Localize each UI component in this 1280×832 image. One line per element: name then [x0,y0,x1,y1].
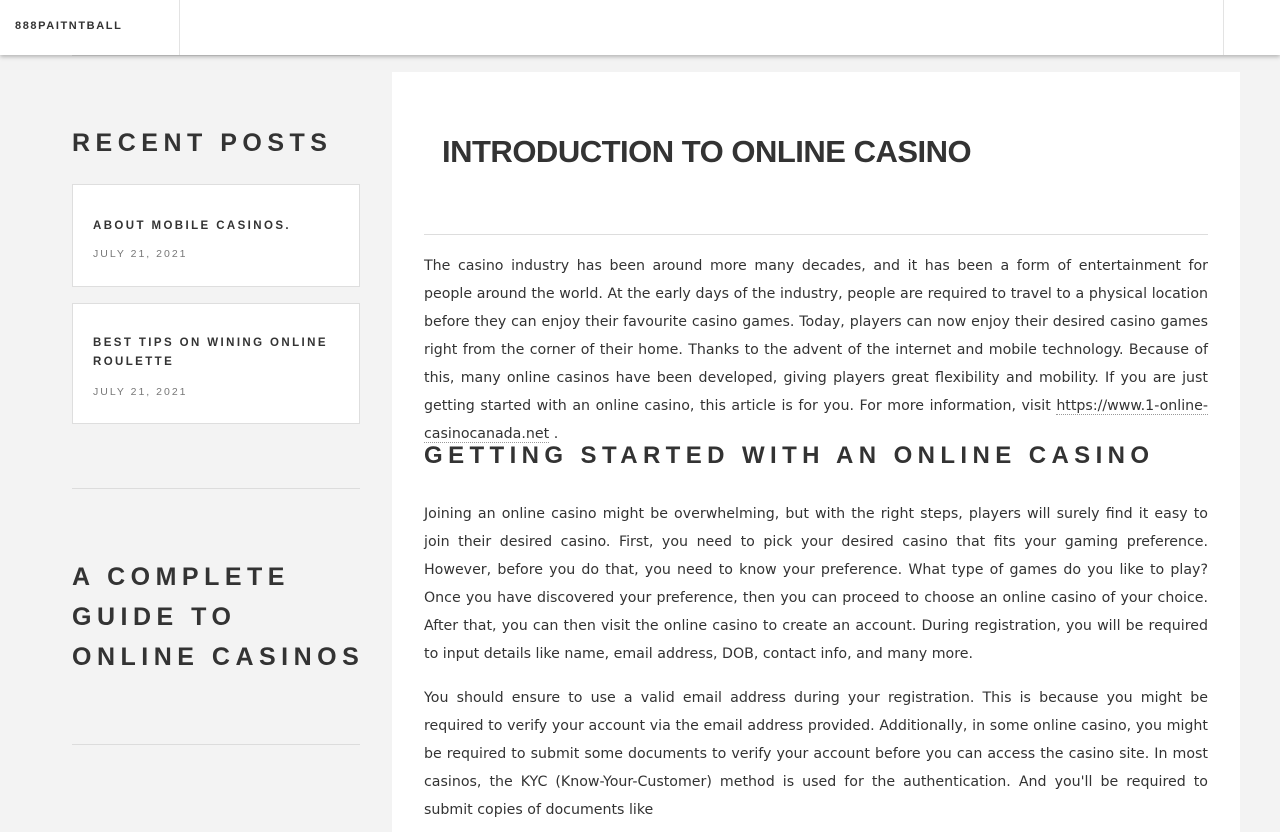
intro-text: The casino industry has been around more many decades, and it has been a form of entertainment for people around the world. At the early days of the industry, people are required to travel to a physical location before they can enjoy their favourite casino games. Today, players can now enjoy their desired casino games right from the corner of their home. Thanks to the advent of the internet and mobile technology. Because of this, many online casinos have been developed, giving players great flexibility and mobility. If you are just getting started with an online casino, this article is for you. For more information, visit [424,258,1208,414]
brand-cell [0,0,180,55]
paragraph: You should ensure to use a valid email address during your registration. This is because you might be required to verify your account via the email address provided. Additionally, in some online casino, you might be required to submit some documents to verify your account before you can access the casino site. In most casinos, the KYC (Know-Your-Customer) method is used for the authentication. And you'll be required to submit copies of documents like [424,690,1208,818]
title-divider [424,234,1208,235]
recent-post-date: JULY 21, 2021 [93,248,188,260]
intro-end: . [549,426,559,442]
recent-post-title[interactable]: ABOUT MOBILE CASINOS. [93,220,291,232]
sidebar-top-divider [72,55,360,56]
recent-post-title[interactable]: BEST TIPS ON WINING ONLINE ROULETTE [93,337,328,368]
guide-heading: A COMPLETE GUIDE TO ONLINE CASINOS [72,563,365,671]
recent-post-card[interactable] [72,303,360,424]
article [392,72,1240,832]
paragraph: Joining an online casino might be overwhelming, but with the right steps, players will surely find it easy to join their desired casino. First, you need to pick your desired casino that fits your gaming preference. However, before you do that, you need to know your preference. What type of games do you like to play? Once you have discovered your preference, then you can proceed to choose an online casino of your choice. After that, you can then visit the online casino to create an account. During registration, you will be required to input details like name, email address, DOB, contact info, and many more. [424,506,1208,662]
section-heading: GETTING STARTED WITH AN ONLINE CASINO [424,442,1155,469]
site-logo-link[interactable]: 888PAITNTBALL [15,20,123,32]
sidebar-divider [72,488,360,489]
top-bar [0,0,1280,55]
casino-link[interactable]: https://www.1-online-casinocanada.net [424,398,1208,442]
menu-toggle-button[interactable] [1223,0,1280,55]
recent-post-date: JULY 21, 2021 [93,386,188,398]
recent-posts-title: RECENT POSTS [72,129,333,157]
intro-paragraph [424,252,1208,448]
sidebar-divider [72,744,360,745]
article-title: INTRODUCTION TO ONLINE CASINO [442,134,972,169]
recent-post-card[interactable] [72,184,360,287]
